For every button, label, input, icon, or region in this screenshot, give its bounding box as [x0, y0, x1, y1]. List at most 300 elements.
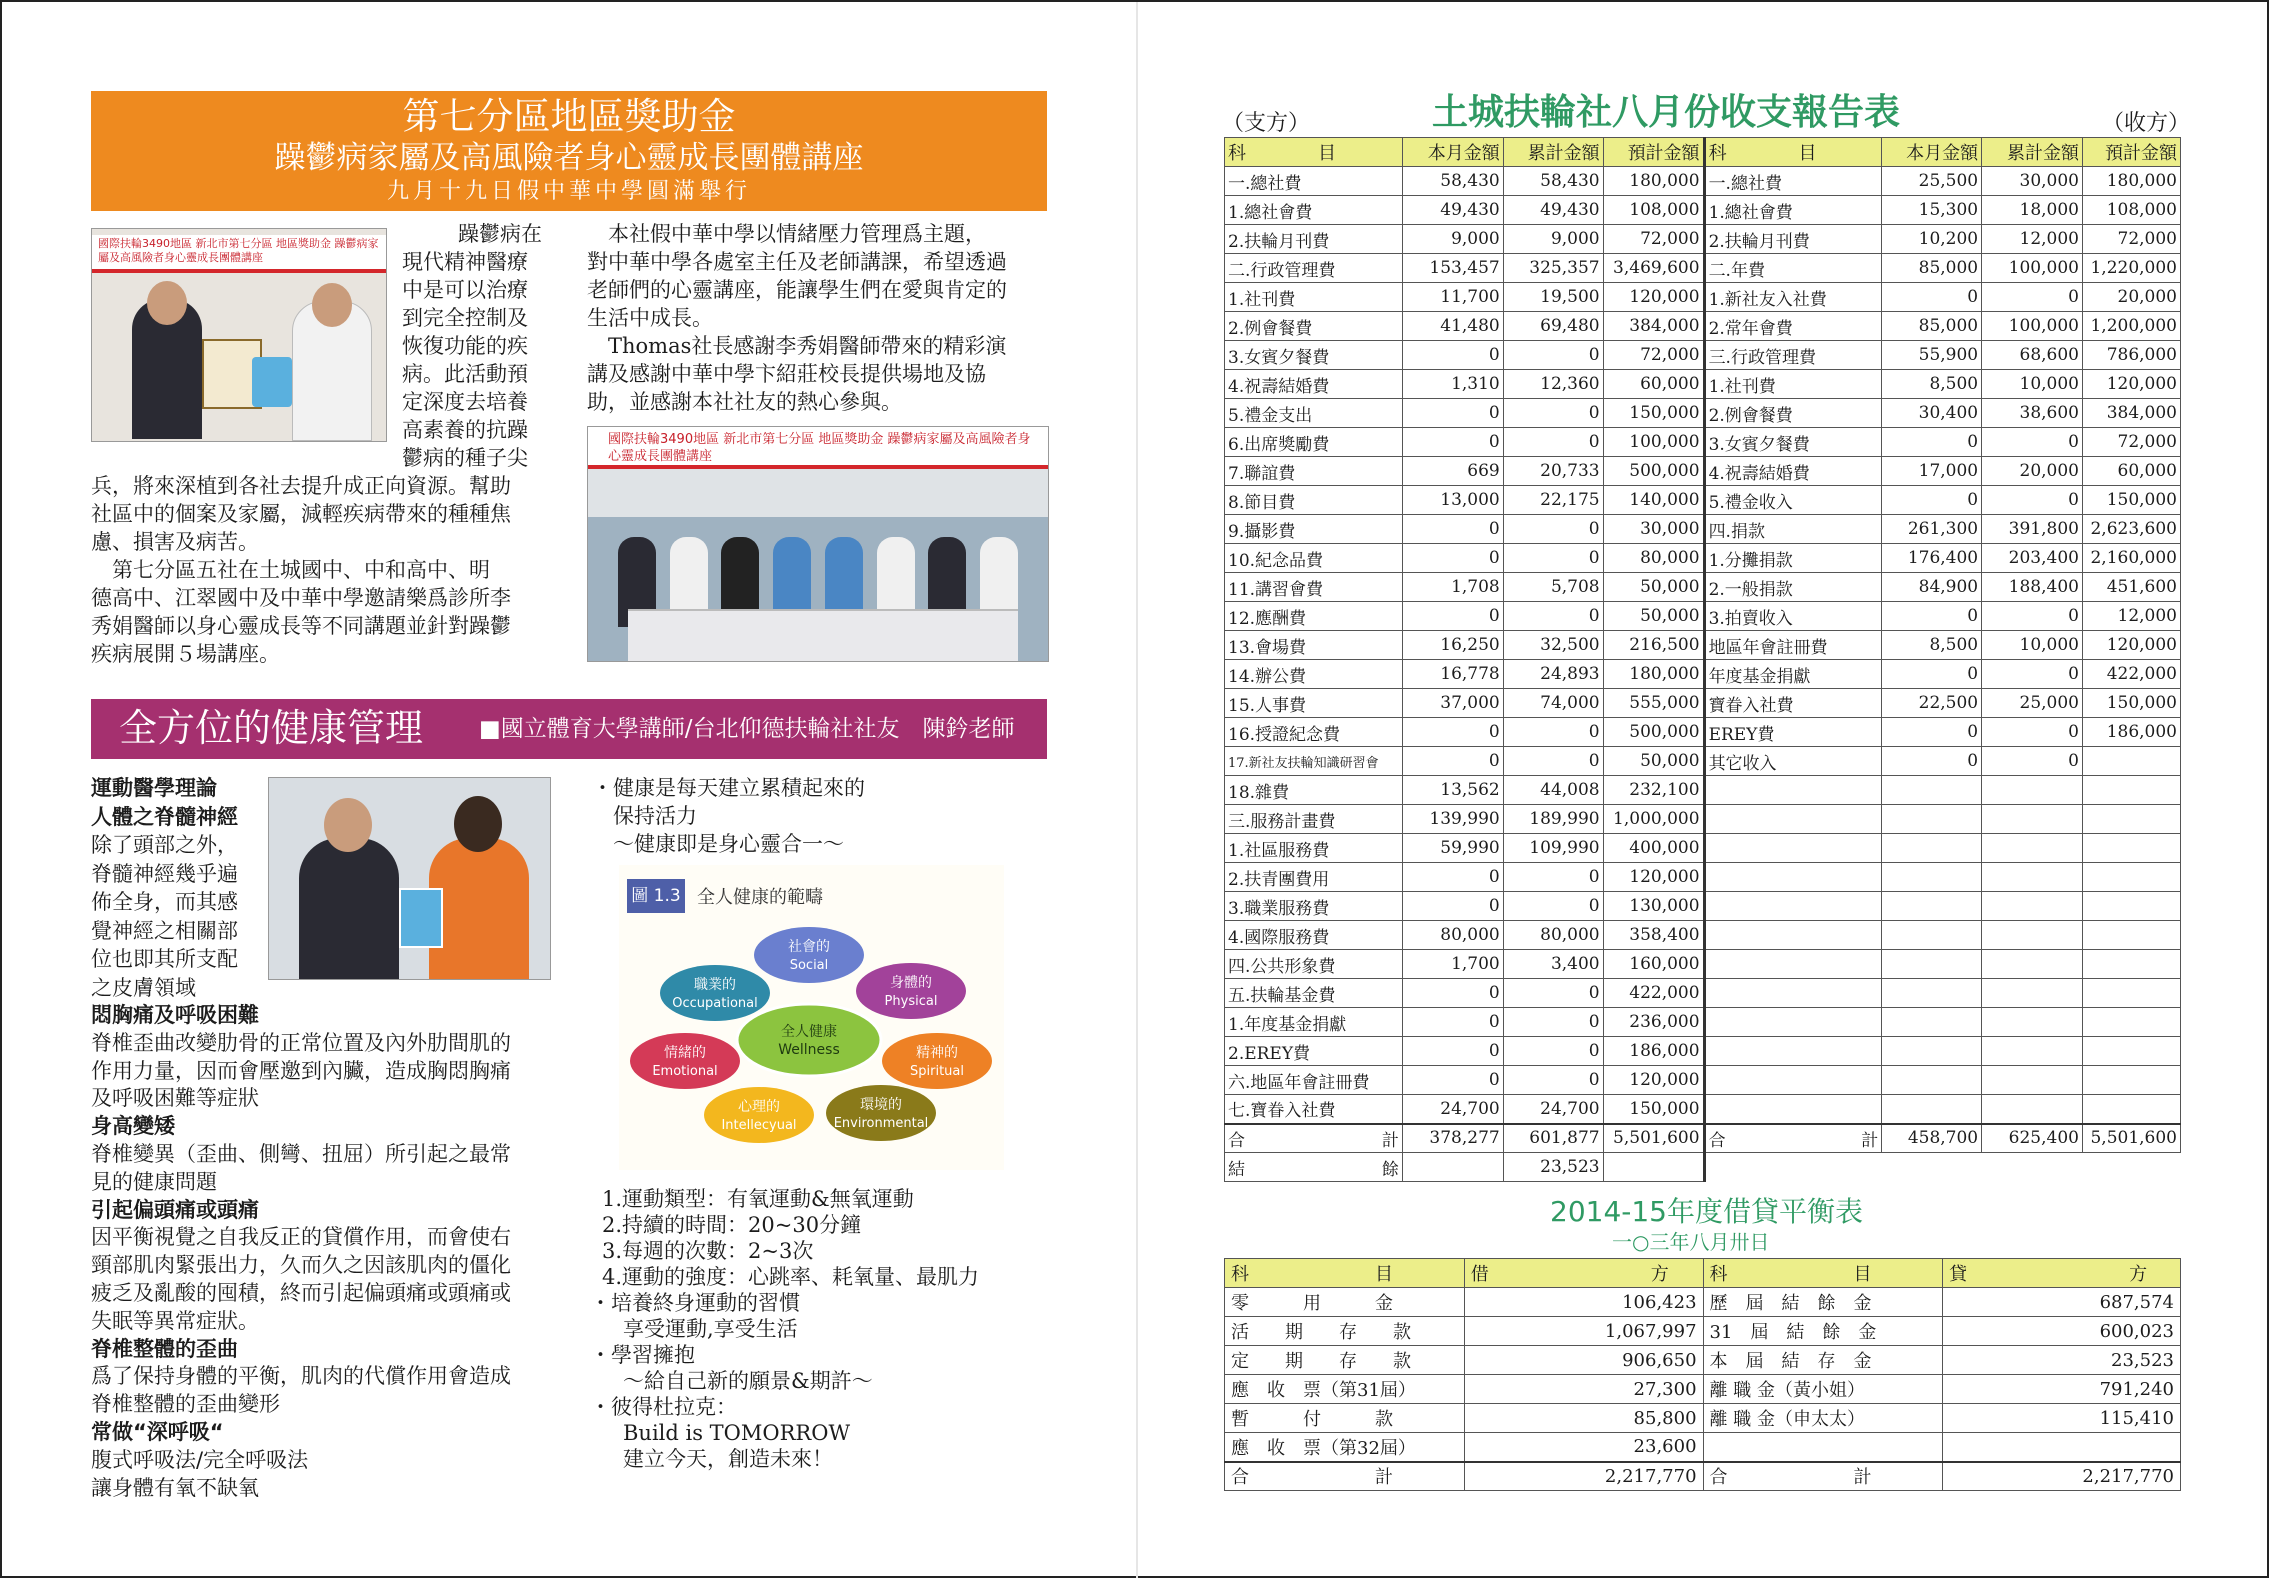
table-cell: 0: [1503, 399, 1603, 428]
text-line: 社區中的個案及家屬，減輕疾病帶來的種種焦: [91, 502, 511, 526]
table-cell: 30,000: [1603, 515, 1704, 544]
text-line: 恢復功能的疾: [402, 334, 528, 358]
table-cell: 0: [1982, 718, 2083, 747]
table-cell: 離 職 金（申太太）: [1703, 1404, 1943, 1433]
total-label-start: 合: [1708, 1130, 1726, 1151]
table-cell: [1982, 863, 2083, 892]
table-cell: [1982, 950, 2083, 979]
table-cell: 150,000: [1603, 1095, 1704, 1124]
table-cell: 41,480: [1402, 312, 1503, 341]
table-row: [1225, 544, 2181, 573]
balance-sheet-row: [1225, 1375, 2181, 1404]
table-cell: 786,000: [2082, 341, 2180, 370]
table-cell: 2.一般捐款: [1704, 573, 1882, 602]
table-cell: 391,800: [1982, 515, 2083, 544]
text-line: 到完全控制及: [402, 306, 528, 330]
table-cell: 3,400: [1503, 950, 1603, 979]
wellness-node: [660, 965, 770, 1021]
total-cell: 2,217,770: [1464, 1462, 1703, 1491]
header-cell: 累計金額: [1503, 138, 1603, 167]
wellness-node-en: Emotional: [652, 1064, 718, 1079]
text-line: 因平衡視覺之自我反正的貸償作用，而會使右: [91, 1225, 511, 1250]
text-line: 之皮膚領域: [91, 975, 196, 1000]
table-cell: 24,700: [1503, 1095, 1603, 1124]
table-cell: 261,300: [1882, 515, 1982, 544]
table-cell: 0: [1503, 544, 1603, 573]
table-cell: 六.地區年會註冊費: [1225, 1066, 1403, 1095]
table-cell: [2082, 834, 2180, 863]
table-cell: [1882, 921, 1982, 950]
table-cell: [1704, 1008, 1882, 1037]
balance-date: 一○三年八月卅日: [1612, 1230, 1770, 1254]
total-cell: 5,501,600: [1603, 1124, 1704, 1153]
text-line: 秀娟醫師以身心靈成長等不同講題並針對躁鬱: [91, 614, 511, 638]
total-cell: [1704, 1124, 1882, 1153]
table-cell: [2082, 950, 2180, 979]
total-label-end: 計: [1861, 1130, 1879, 1151]
table-cell: [1704, 892, 1882, 921]
table-cell: 120,000: [1603, 283, 1704, 312]
table-cell: [1703, 1433, 1943, 1462]
table-cell: 2,623,600: [2082, 515, 2180, 544]
table-cell: 25,000: [1982, 689, 2083, 718]
table-cell: [2082, 863, 2180, 892]
table-cell: 100,000: [1982, 312, 2083, 341]
wellness-node: [826, 1085, 936, 1141]
table-cell: 5.禮金支出: [1225, 399, 1403, 428]
table-cell: 55,900: [1882, 341, 1982, 370]
table-cell: 12,000: [1982, 225, 2083, 254]
balance-cell: [1402, 1153, 1503, 1182]
table-cell: [1704, 979, 1882, 1008]
table-row: [1225, 515, 2181, 544]
total-cell: 5,501,600: [2082, 1124, 2180, 1153]
table-cell: 7.聯誼費: [1225, 457, 1403, 486]
empty-cell: [1704, 1153, 1882, 1182]
table-cell: [2082, 1037, 2180, 1066]
table-cell: [1982, 892, 2083, 921]
empty-cell: [1882, 1153, 1982, 1182]
wellness-center-label: 全人健康: [781, 1024, 837, 1040]
health-text-long: [91, 1002, 561, 1502]
table-row: [1225, 1008, 2181, 1037]
table-cell: 2.常年會費: [1704, 312, 1882, 341]
table-cell: 27,300: [1464, 1375, 1703, 1404]
table-cell: [1704, 805, 1882, 834]
table-cell: [1882, 892, 1982, 921]
table-cell: 0: [1882, 718, 1982, 747]
header-cell: 本月金額: [1882, 138, 1982, 167]
table-cell: 20,000: [2082, 283, 2180, 312]
table-cell: 13,562: [1402, 776, 1503, 805]
table-cell: 30,400: [1882, 399, 1982, 428]
table-cell: 9,000: [1402, 225, 1503, 254]
table-cell: 三.行政管理費: [1704, 341, 1882, 370]
table-cell: 8,500: [1882, 631, 1982, 660]
table-cell: 0: [1503, 341, 1603, 370]
wellness-diagram: [619, 865, 1004, 1170]
wellness-node: [856, 963, 966, 1019]
expense-tag: （支方）: [1222, 111, 1311, 136]
table-cell: 216,500: [1603, 631, 1704, 660]
table-row: [1225, 254, 2181, 283]
table-cell: 12.應酬費: [1225, 602, 1403, 631]
text-line: Build is TOMORROW: [602, 1421, 851, 1445]
table-cell: 72,000: [1603, 341, 1704, 370]
balance-sheet-row: [1225, 1404, 2181, 1433]
text-line: 爲了保持身體的平衡，肌肉的代償作用會造成: [91, 1364, 511, 1389]
empty-cell: [1982, 1153, 2083, 1182]
table-cell: 74,000: [1503, 689, 1603, 718]
table-cell: 15,300: [1882, 196, 1982, 225]
table-cell: 4.國際服務費: [1225, 921, 1403, 950]
header-cell: 科 目: [1703, 1259, 1943, 1288]
total-label-end: 計: [1381, 1130, 1399, 1151]
wellness-node-shape: [826, 1085, 936, 1141]
total-cell: 601,877: [1503, 1124, 1603, 1153]
table-cell: 108,000: [2082, 196, 2180, 225]
header-cell: 貸 方: [1943, 1259, 2181, 1288]
wellness-node-en: Social: [789, 958, 829, 973]
table-cell: 49,430: [1503, 196, 1603, 225]
text-line: ・學習擁抱: [590, 1343, 695, 1367]
table-cell: 49,430: [1402, 196, 1503, 225]
text-line: 老師們的心靈講座，能讓學生們在愛與肯定的: [587, 278, 1007, 302]
diagram-title: 全人健康的範疇: [697, 887, 823, 908]
table-cell: 0: [1402, 602, 1503, 631]
wellness-svg: [619, 865, 1004, 1170]
table-cell: 17,000: [1882, 457, 1982, 486]
table-row: [1225, 863, 2181, 892]
table-cell: 100,000: [1982, 254, 2083, 283]
table-cell: 150,000: [1603, 399, 1704, 428]
text-line: 頸部肌肉緊張出力，久而久之因該肌肉的僵化: [91, 1253, 511, 1278]
wellness-node-zh: 心理的: [738, 1099, 780, 1115]
text-line: 高素養的抗躁: [402, 418, 528, 442]
table-cell: 232,100: [1603, 776, 1704, 805]
table-row: [1225, 834, 2181, 863]
table-cell: 72,000: [2082, 428, 2180, 457]
grant-banner: [91, 91, 1047, 211]
text-line: 4.運動的強度：心跳率、耗氧量、最肌力: [602, 1265, 980, 1289]
table-cell: 0: [1402, 341, 1503, 370]
header-cell: 本月金額: [1402, 138, 1503, 167]
table-cell: 69,480: [1503, 312, 1603, 341]
table-cell: 0: [1503, 747, 1603, 776]
table-cell: [1943, 1433, 2181, 1462]
table-cell: 68,600: [1982, 341, 2083, 370]
table-cell: 23,600: [1464, 1433, 1703, 1462]
speaker-photo: [268, 777, 551, 980]
banner-date: 九月十九日假中華中學圓滿舉行: [386, 179, 751, 204]
wellness-node-en: Intellecyual: [721, 1118, 797, 1133]
table-cell: 189,990: [1503, 805, 1603, 834]
table-cell: 0: [1982, 283, 2083, 312]
text-line: ・培養終身運動的習慣: [590, 1291, 800, 1315]
table-cell: 0: [1503, 718, 1603, 747]
table-cell: 0: [1402, 399, 1503, 428]
table-cell: 0: [1503, 428, 1603, 457]
table-row: [1225, 486, 2181, 515]
table-cell: [1882, 1095, 1982, 1124]
table-cell: 11.講習會費: [1225, 573, 1403, 602]
table-cell: 153,457: [1402, 254, 1503, 283]
table-cell: 18,000: [1982, 196, 2083, 225]
health-heading: 常做“深呼吸“: [91, 1419, 224, 1444]
total-cell: 2,217,770: [1943, 1462, 2181, 1491]
table-cell: 180,000: [1603, 167, 1704, 196]
table-cell: 50,000: [1603, 573, 1704, 602]
table-cell: 60,000: [1603, 370, 1704, 399]
table-cell: [1704, 1066, 1882, 1095]
table-cell: 離 職 金（黃小姐）: [1703, 1375, 1943, 1404]
text-line: 享受運動,享受生活: [602, 1317, 798, 1341]
text-line: 作用力量，因而會壓邀到內臟，造成胸悶胸痛: [91, 1058, 511, 1083]
table-cell: 72,000: [2082, 225, 2180, 254]
table-cell: 58,430: [1402, 167, 1503, 196]
table-cell: 687,574: [1943, 1288, 2181, 1317]
health-text-short: [91, 774, 261, 1002]
table-cell: 2.EREY費: [1225, 1037, 1403, 1066]
text-line: 讓身體有氧不缺氧: [91, 1475, 259, 1500]
text-line: 脊髓神經幾乎遍: [91, 861, 238, 886]
table-cell: 11,700: [1402, 283, 1503, 312]
table-cell: 139,990: [1402, 805, 1503, 834]
table-cell: [1882, 979, 1982, 1008]
table-row: [1225, 805, 2181, 834]
table-cell: 6.出席獎勵費: [1225, 428, 1403, 457]
table-cell: 31 屆 結 餘 金: [1703, 1317, 1943, 1346]
header-cell: 預計金額: [1603, 138, 1704, 167]
table-cell: 2.例會餐費: [1704, 399, 1882, 428]
table-row: [1225, 283, 2181, 312]
group-photo: [587, 426, 1049, 662]
table-cell: 3.女賓夕餐費: [1704, 428, 1882, 457]
health-byline: ■國立體育大學講師/台北仰德扶輪社社友 陳鈐老師: [479, 716, 1015, 742]
balance-label-end: 餘: [1381, 1159, 1399, 1180]
table-cell: 24,893: [1503, 660, 1603, 689]
table-cell: 0: [1402, 544, 1503, 573]
table-cell: 0: [1503, 1037, 1603, 1066]
article1-col1-narrow: [402, 220, 562, 472]
table-cell: 19,500: [1503, 283, 1603, 312]
table-cell: 400,000: [1603, 834, 1704, 863]
balance-total-row: [1225, 1462, 2181, 1491]
table-cell: 4.祝壽結婚費: [1225, 370, 1403, 399]
table-cell: 應 收 票（第32屆）: [1225, 1433, 1465, 1462]
table-row: [1225, 428, 2181, 457]
health-heading: 運動醫學理論: [91, 776, 217, 800]
table-cell: 1.社刊費: [1225, 283, 1403, 312]
table-row: [1225, 747, 2181, 776]
table-cell: 140,000: [1603, 486, 1704, 515]
table-cell: 84,900: [1882, 573, 1982, 602]
text-line: 保持活力: [592, 804, 697, 828]
health-heading: 引起偏頭痛或頭痛: [91, 1197, 259, 1222]
table-row: [1225, 1095, 2181, 1124]
table-row: [1225, 950, 2181, 979]
table-cell: 0: [1503, 1066, 1603, 1095]
table-cell: 109,990: [1503, 834, 1603, 863]
text-line: ・健康是每天建立累積起來的: [592, 776, 865, 800]
table-cell: [1882, 1008, 1982, 1037]
table-row: [1225, 457, 2181, 486]
table-cell: EREY費: [1704, 718, 1882, 747]
balance-cell: 23,523: [1503, 1153, 1603, 1182]
banner-title: 第七分區地區獎助金: [402, 95, 736, 138]
text-line: 見的健康問題: [91, 1169, 217, 1194]
table-cell: 176,400: [1882, 544, 1982, 573]
table-cell: [1982, 1066, 2083, 1095]
table-cell: 50,000: [1603, 747, 1704, 776]
table-cell: [1982, 1037, 2083, 1066]
table-cell: [1882, 1066, 1982, 1095]
table-cell: 59,990: [1402, 834, 1503, 863]
table-cell: [1882, 776, 1982, 805]
table-cell: 0: [1982, 486, 2083, 515]
table-cell: 1,067,997: [1464, 1317, 1703, 1346]
table-cell: 三.服務計畫費: [1225, 805, 1403, 834]
table-cell: 188,400: [1982, 573, 2083, 602]
table-row: [1225, 370, 2181, 399]
table-cell: 歷 屆 結 餘 金: [1703, 1288, 1943, 1317]
text-line: Thomas社長感謝李秀娟醫師帶來的精彩演: [587, 334, 1007, 358]
table-cell: 0: [1402, 1066, 1503, 1095]
wellness-node: [882, 1033, 992, 1089]
total-label-start: 合: [1228, 1130, 1245, 1151]
text-line: 覺神經之相關部: [91, 918, 238, 943]
wellness-node: [754, 927, 864, 983]
table-cell: 20,000: [1982, 457, 2083, 486]
table-cell: 555,000: [1603, 689, 1704, 718]
table-cell: 22,500: [1882, 689, 1982, 718]
table-cell: 10,000: [1982, 370, 2083, 399]
table-cell: [1704, 950, 1882, 979]
table-row: [1225, 341, 2181, 370]
table-cell: 120,000: [2082, 631, 2180, 660]
table-cell: 1.分攤捐款: [1704, 544, 1882, 573]
wellness-node-shape: [704, 1087, 814, 1143]
table-cell: 1,310: [1402, 370, 1503, 399]
table-cell: 150,000: [2082, 689, 2180, 718]
table-cell: [1704, 776, 1882, 805]
table-cell: [1982, 921, 2083, 950]
income-expense-table: [1224, 137, 2181, 1182]
wellness-node-en: Environmental: [833, 1116, 929, 1131]
table-cell: 零 用 金: [1225, 1288, 1465, 1317]
text-line: 建立今天，創造未來！: [602, 1447, 833, 1471]
table-cell: 108,000: [1603, 196, 1704, 225]
table-cell: 160,000: [1603, 950, 1704, 979]
text-line: 1.運動類型：有氧運動&無氧運動: [602, 1187, 914, 1211]
table-cell: [2082, 747, 2180, 776]
text-line: 現代精神醫療: [402, 250, 528, 274]
table-cell: 0: [1402, 747, 1503, 776]
table-row: [1225, 573, 2181, 602]
balance-label-start: 結: [1228, 1159, 1245, 1180]
table-cell: 1,000,000: [1603, 805, 1704, 834]
table-cell: 130,000: [1603, 892, 1704, 921]
table-cell: 500,000: [1603, 457, 1704, 486]
wellness-node-shape: [630, 1033, 740, 1089]
table-cell: 16,250: [1402, 631, 1503, 660]
table-cell: 1.新社友入社費: [1704, 283, 1882, 312]
wellness-node-en: Occupational: [672, 996, 758, 1011]
table-cell: 180,000: [1603, 660, 1704, 689]
table-cell: 106,423: [1464, 1288, 1703, 1317]
table-cell: 16.授證紀念費: [1225, 718, 1403, 747]
table-cell: 五.扶輪基金費: [1225, 979, 1403, 1008]
table-cell: 12,000: [2082, 602, 2180, 631]
table-cell: [2082, 1008, 2180, 1037]
table-cell: 150,000: [2082, 486, 2180, 515]
table-cell: [1982, 1095, 2083, 1124]
table-cell: 0: [1882, 747, 1982, 776]
table-cell: 358,400: [1603, 921, 1704, 950]
table-cell: 85,000: [1882, 312, 1982, 341]
table-cell: 3.女賓夕餐費: [1225, 341, 1403, 370]
text-line: 對中華中學各處室主任及老師講課，希望透過: [587, 250, 1007, 274]
table-cell: 50,000: [1603, 602, 1704, 631]
table-cell: 0: [1982, 747, 2083, 776]
table-cell: 16,778: [1402, 660, 1503, 689]
table-cell: 1,200,000: [2082, 312, 2180, 341]
table-cell: 活 期 存 款: [1225, 1317, 1465, 1346]
table-cell: 3,469,600: [1603, 254, 1704, 283]
table-cell: 0: [1503, 863, 1603, 892]
table-cell: 120,000: [1603, 863, 1704, 892]
table-cell: 一.總社費: [1704, 167, 1882, 196]
table-cell: [1704, 834, 1882, 863]
header-cell: 預計金額: [2082, 138, 2180, 167]
table-cell: [2082, 805, 2180, 834]
wellness-node-zh: 精神的: [916, 1045, 958, 1061]
table-cell: [1882, 863, 1982, 892]
table-cell: 60,000: [2082, 457, 2180, 486]
table-cell: 0: [1982, 428, 2083, 457]
wellness-node-zh: 環境的: [860, 1097, 902, 1113]
table-cell: 22,175: [1503, 486, 1603, 515]
table-cell: 0: [1503, 979, 1603, 1008]
table-row: [1225, 1066, 2181, 1095]
text-line: 疲乏及亂酸的囤積，終而引起偏頭痛或頭痛或: [91, 1280, 511, 1305]
table-cell: 24,700: [1402, 1095, 1503, 1124]
text-line: 3.每週的次數：2~3次: [602, 1239, 814, 1263]
table-cell: 1.總社會費: [1704, 196, 1882, 225]
table-cell: [2082, 1095, 2180, 1124]
table-cell: 0: [1402, 979, 1503, 1008]
table-row: [1225, 892, 2181, 921]
table-row: [1225, 312, 2181, 341]
table-cell: 2.例會餐費: [1225, 312, 1403, 341]
table-cell: 1.年度基金捐獻: [1225, 1008, 1403, 1037]
table-cell: 3.拍賣收入: [1704, 602, 1882, 631]
table-cell: 二.年費: [1704, 254, 1882, 283]
text-line: 鬱病的種子尖: [402, 446, 528, 470]
table-cell: 0: [1402, 892, 1503, 921]
table-cell: [1882, 834, 1982, 863]
table-cell: 4.祝壽結婚費: [1704, 457, 1882, 486]
table-cell: 0: [1503, 515, 1603, 544]
table-cell: 0: [1882, 660, 1982, 689]
wellness-node-zh: 社會的: [788, 939, 830, 955]
table-cell: 2,160,000: [2082, 544, 2180, 573]
article1-col2: [587, 220, 1052, 416]
text-line: 位也即其所支配: [91, 947, 238, 971]
banner-subtitle: 躁鬱病家屬及高風險者身心靈成長團體講座: [274, 140, 864, 176]
table-cell: [1982, 776, 2083, 805]
table-cell: 13.會場費: [1225, 631, 1403, 660]
